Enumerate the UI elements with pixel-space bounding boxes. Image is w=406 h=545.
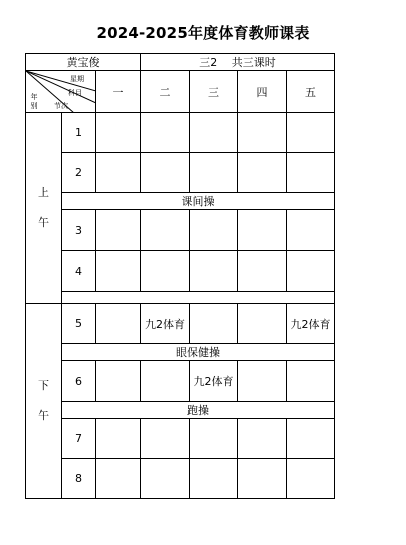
schedule-cell (96, 251, 141, 292)
break-label-running: 跑操 (62, 402, 335, 419)
class-info: 三2 共三课时 (141, 54, 335, 71)
schedule-cell (190, 304, 238, 344)
day-header-4: 四 (238, 71, 287, 113)
schedule-cell (190, 210, 238, 251)
schedule-cell (287, 459, 335, 499)
schedule-cell (287, 210, 335, 251)
section-morning (26, 113, 62, 304)
period-number: 7 (62, 419, 96, 459)
schedule-cell (141, 113, 190, 153)
header-corner (26, 71, 96, 113)
lunch-gap-row (62, 292, 335, 304)
schedule-cell (141, 251, 190, 292)
teacher-name: 黄宝俊 (26, 54, 141, 71)
corner-subject: 科目 (68, 89, 82, 97)
corner-week: 星期 (70, 75, 84, 83)
schedule-table (25, 53, 335, 499)
period-number: 1 (62, 113, 96, 153)
day-header-2: 二 (141, 71, 190, 113)
period-number: 2 (62, 153, 96, 193)
schedule-cell (238, 251, 287, 292)
schedule-cell (190, 251, 238, 292)
schedule-cell (96, 419, 141, 459)
schedule-cell (141, 153, 190, 193)
schedule-cell (238, 419, 287, 459)
day-header-5: 五 (287, 71, 335, 113)
day-header-3: 三 (190, 71, 238, 113)
schedule-cell (287, 361, 335, 402)
period-number: 4 (62, 251, 96, 292)
schedule-cell (141, 459, 190, 499)
section-afternoon-char1: 下 (38, 379, 49, 392)
period-number: 3 (62, 210, 96, 251)
corner-grade: 年别 (30, 93, 38, 110)
schedule-cell (238, 210, 287, 251)
period-number: 8 (62, 459, 96, 499)
schedule-cell (287, 113, 335, 153)
schedule-cell (96, 113, 141, 153)
schedule-cell (287, 251, 335, 292)
schedule-cell (238, 153, 287, 193)
schedule-cell: 九2体育 (190, 361, 238, 402)
period-number: 5 (62, 304, 96, 344)
schedule-cell (96, 210, 141, 251)
schedule-cell (190, 113, 238, 153)
day-header-1: 一 (96, 71, 141, 113)
schedule-cell (96, 304, 141, 344)
break-label-morning-exercise: 课间操 (62, 193, 335, 210)
schedule-cell (96, 361, 141, 402)
schedule-cell (238, 459, 287, 499)
schedule-cell: 九2体育 (287, 304, 335, 344)
schedule-cell (96, 153, 141, 193)
section-morning-char1: 上 (38, 186, 49, 199)
page-title: 2024-2025年度体育教师课表 (96, 24, 310, 42)
schedule-cell (96, 459, 141, 499)
schedule-cell (238, 304, 287, 344)
schedule-cell (287, 419, 335, 459)
schedule-cell (287, 153, 335, 193)
schedule-cell (190, 459, 238, 499)
section-afternoon-char2: 午 (38, 409, 49, 422)
schedule-cell (141, 361, 190, 402)
schedule-cell (238, 361, 287, 402)
section-afternoon (26, 304, 62, 499)
schedule-cell (238, 113, 287, 153)
period-number: 6 (62, 361, 96, 402)
schedule-cell (141, 210, 190, 251)
corner-period: 节次 (54, 102, 68, 110)
break-label-eye-exercise: 眼保健操 (62, 344, 335, 361)
schedule-cell (141, 419, 190, 459)
schedule-cell (190, 153, 238, 193)
section-morning-char2: 午 (38, 216, 49, 229)
schedule-cell (190, 419, 238, 459)
schedule-cell: 九2体育 (141, 304, 190, 344)
